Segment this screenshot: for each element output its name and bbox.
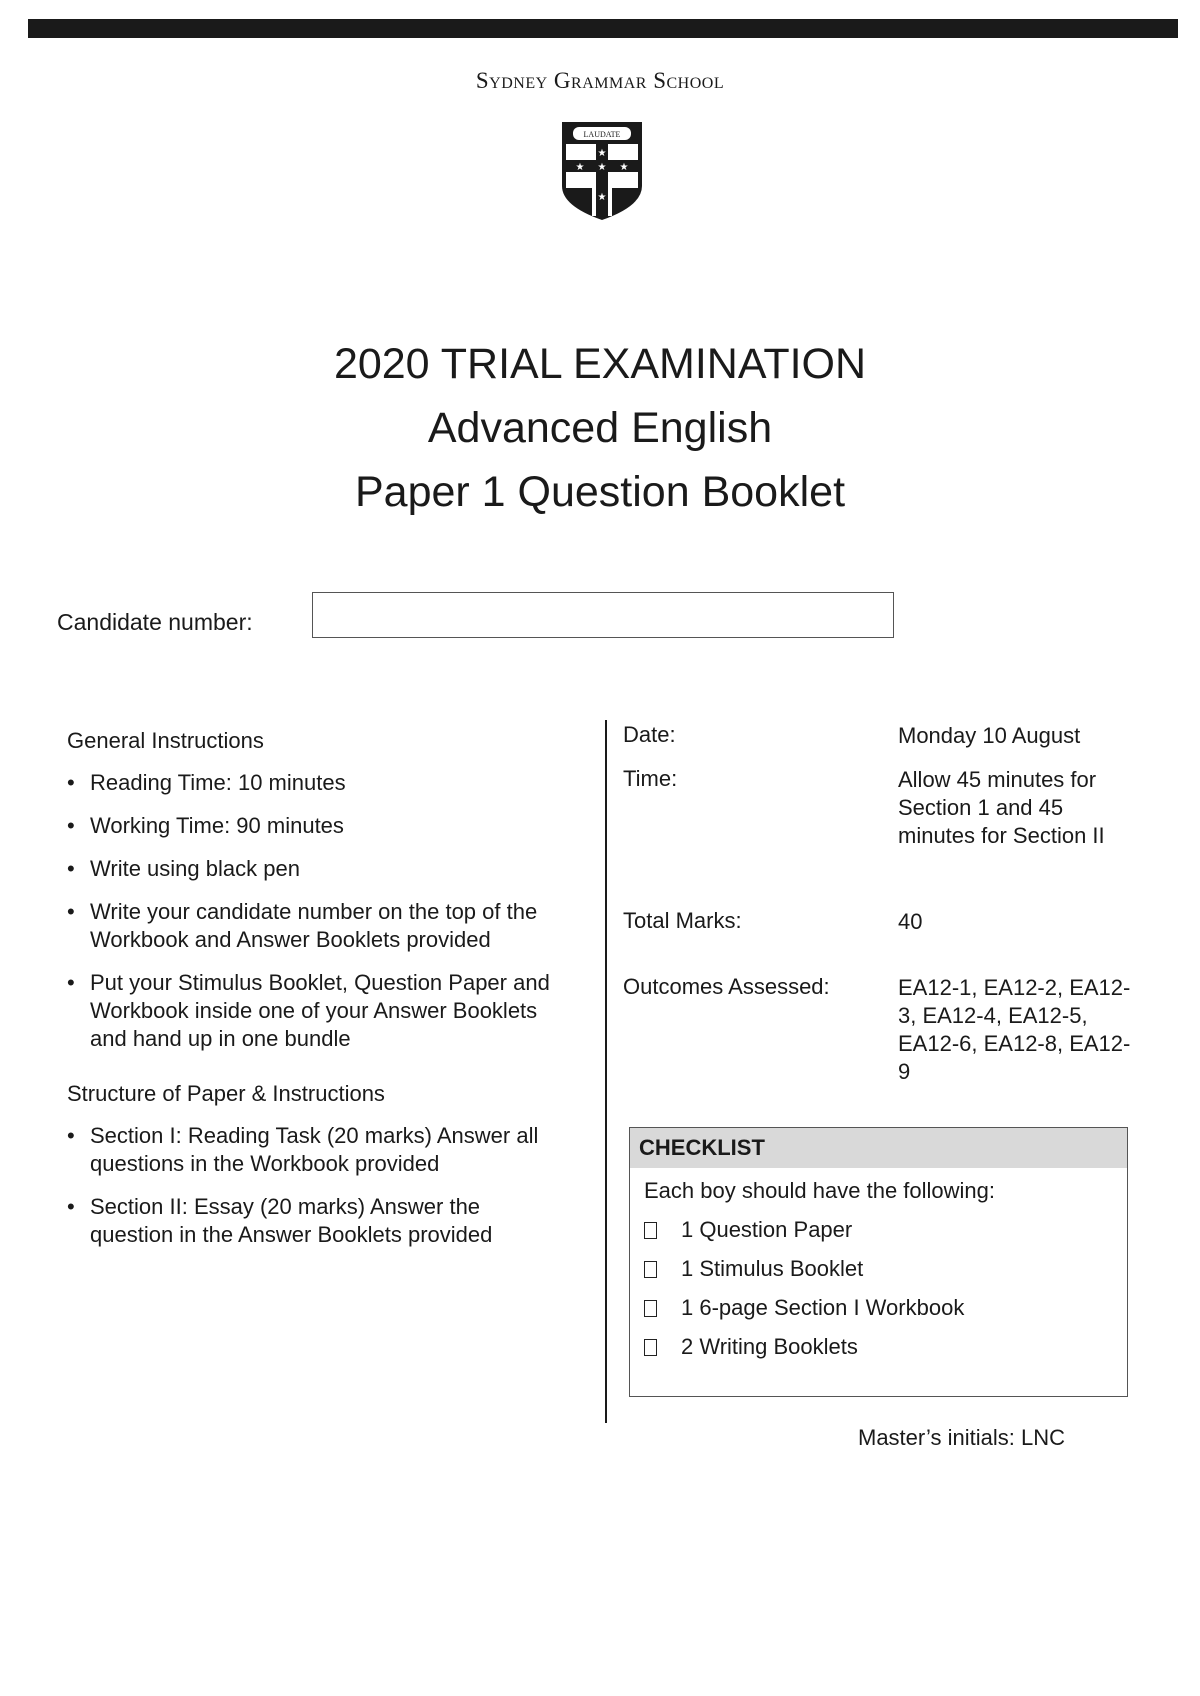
time-row — [623, 766, 1143, 908]
top-rule — [28, 19, 1178, 38]
exam-title: 2020 TRIAL EXAMINATION — [333, 340, 867, 388]
time-label: Time: — [623, 766, 678, 791]
school-name: Sydney Grammar School — [475, 68, 725, 93]
marks-row — [623, 908, 1143, 974]
crest-motto: LAUDATE — [583, 130, 621, 139]
time-value: Allow 45 minutes for Section 1 and 45 minutes for Section II — [898, 767, 1105, 848]
candidate-number-label: Candidate number: — [57, 609, 253, 635]
checklist-item: 1 Question Paper — [644, 1217, 1127, 1243]
checklist-heading: CHECKLIST — [630, 1128, 1127, 1168]
date-value: Monday 10 August — [898, 723, 1081, 748]
instructions-column — [67, 728, 567, 1264]
school-crest — [560, 120, 644, 222]
instruction-item: • Working Time: 90 minutes — [67, 813, 344, 838]
checklist-intro: Each boy should have the following: — [644, 1178, 996, 1203]
total-marks-value: 40 — [898, 909, 923, 934]
svg-text:★: ★ — [597, 192, 607, 203]
checklist-item: 1 6-page Section I Workbook — [644, 1295, 1127, 1321]
checkbox[interactable] — [644, 1222, 657, 1239]
paper-title: Paper 1 Question Booklet — [354, 468, 846, 516]
checkbox[interactable] — [644, 1261, 657, 1278]
masters-initials: Master’s initials: LNC — [858, 1425, 1066, 1450]
date-label: Date: — [623, 722, 676, 747]
instruction-item: • Reading Time: 10 minutes — [67, 770, 346, 795]
checkbox[interactable] — [644, 1339, 657, 1356]
exam-details — [623, 722, 1143, 1094]
general-instructions-heading: General Instructions — [67, 728, 264, 753]
title-block — [0, 332, 1200, 524]
instruction-item: • Put your Stimulus Booklet, Question Paper and Workbook inside one of your Answer Booklets and hand up in one bundle — [67, 970, 550, 1051]
outcomes-label: Outcomes Assessed: — [623, 974, 830, 999]
checkbox[interactable] — [644, 1300, 657, 1317]
structure-heading: Structure of Paper & Instructions — [67, 1081, 385, 1106]
outcomes-row — [623, 974, 1143, 1094]
svg-text:★: ★ — [619, 162, 629, 173]
svg-text:★: ★ — [597, 162, 607, 173]
checklist-item: 1 Stimulus Booklet — [644, 1256, 1127, 1282]
subject-title: Advanced English — [427, 404, 773, 452]
svg-text:★: ★ — [597, 148, 607, 159]
instruction-item: • Write your candidate number on the top of the Workbook and Answer Booklets provided — [67, 899, 538, 952]
column-divider — [605, 720, 607, 1423]
checklist-box — [629, 1127, 1128, 1397]
svg-text:★: ★ — [575, 162, 585, 173]
total-marks-label: Total Marks: — [623, 908, 742, 933]
candidate-number-field[interactable] — [312, 592, 894, 638]
date-row — [623, 722, 1143, 766]
structure-item: • Section I: Reading Task (20 marks) Answer all questions in the Workbook provided — [67, 1123, 539, 1176]
structure-item: • Section II: Essay (20 marks) Answer the question in the Answer Booklets provided — [67, 1194, 493, 1247]
instruction-item: • Write using black pen — [67, 856, 300, 881]
checklist-item: 2 Writing Booklets — [644, 1334, 1127, 1360]
outcomes-value: EA12-1, EA12-2, EA12-3, EA12-4, EA12-5, EA12-6, EA12-8, EA12-9 — [898, 975, 1131, 1084]
